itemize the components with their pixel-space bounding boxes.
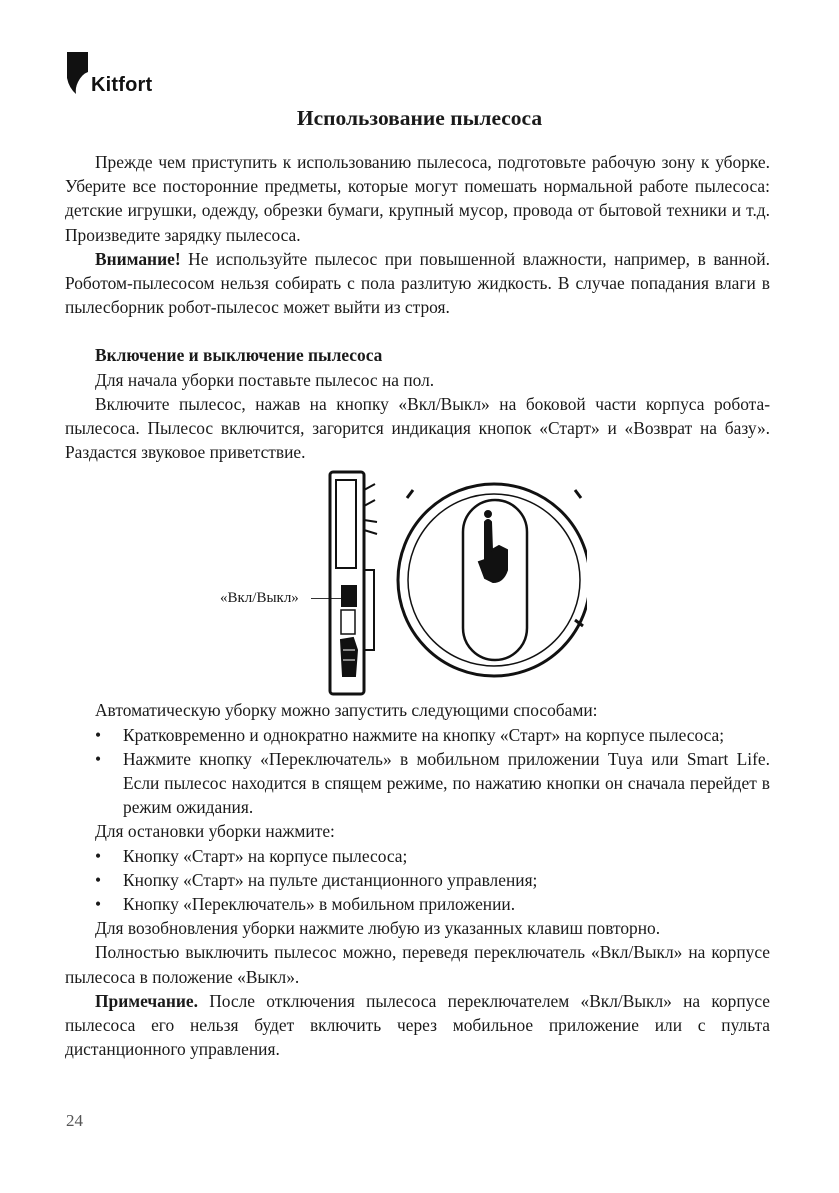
list-item: • Нажмите кнопку «Переключатель» в мобильном приложении Tuya или Smart Life. Если пылесос находится в спящем режиме, по нажатию кнопки он сначала перейдет в режим ожидания. (95, 748, 770, 818)
note-label: Примечание. (95, 990, 198, 1011)
bullet-icon: • (95, 724, 102, 745)
bullet-icon: • (95, 869, 102, 890)
page-title: Использование пылесоса (296, 106, 543, 130)
brand-name: Kitfort (91, 74, 153, 96)
main-content (65, 150, 770, 1061)
kitfort-logo-icon (66, 50, 90, 96)
warning-label: Внимание! (95, 248, 181, 269)
bullet-icon: • (95, 748, 102, 769)
note-text: После отключения пылесоса переключателем «Вкл/Выкл» на корпусе пылесоса его нельзя будет включить через мобильное приложение или с пульта дистанционного управления. (65, 990, 770, 1060)
section-paragraph-2: Включите пылесос, нажав на кнопку «Вкл/Выкл» на боковой части корпуса робота-пылесоса. Пылесос включится, загорится индикация кнопок «Старт» и «Возврат на базу». Раздастся звуковое приветствие. (65, 393, 770, 463)
off-paragraph: Полностью выключить пылесос можно, переведя переключатель «Вкл/Выкл» на корпусе пылесоса в положение «Выкл». (65, 942, 770, 987)
bullet-icon: • (95, 894, 102, 915)
stop-intro: Для остановки уборки нажмите: (95, 821, 335, 842)
list-item: • Кнопку «Старт» на корпусе пылесоса; (65, 844, 770, 868)
robot-vacuum-illustration (327, 470, 587, 696)
auto-intro: Автоматическую уборку можно запустить следующими способами: (95, 700, 598, 721)
list-item: • Кнопку «Переключатель» в мобильном приложении. (65, 892, 770, 916)
list-item: • Кратковременно и однократно нажмите на кнопку «Старт» на корпусе пылесоса; (65, 723, 770, 747)
note-paragraph (65, 989, 770, 1062)
bullet-icon: • (95, 845, 102, 866)
section-heading: Включение и выключение пылесоса (95, 345, 383, 366)
list-item: • Кнопку «Старт» на пульте дистанционного управления; (65, 868, 770, 892)
auto-list (65, 723, 770, 820)
page-number: 24 (66, 1111, 83, 1130)
intro-paragraph: Прежде чем приступить к использованию пылесоса, подготовьте рабочую зону к уборке. Уберите все посторонние предметы, которые могут помешать нормальной работе пылесоса: детские игрушки, одежду, обрезки бумаги, крупный мусор, провода от бытовой техники и т.д. Произведите зарядку пылесоса. (65, 152, 770, 245)
resume-paragraph: Для возобновления уборки нажмите любую из указанных клавиш повторно. (95, 918, 661, 939)
robot-side-view-icon (330, 472, 377, 694)
section-paragraph-1: Для начала уборки поставьте пылесос на пол. (95, 369, 435, 390)
robot-top-view-icon (398, 484, 587, 676)
vacuum-figure (65, 470, 770, 698)
stop-list (65, 844, 770, 917)
warning-text: Не используйте пылесос при повышенной влажности, например, в ванной. Роботом-пылесосом нельзя собирать с пола разлитую жидкость. В случае попадания влаги в пылесборник робот-пылесос может выйти из строя. (65, 248, 770, 318)
figure-label: «Вкл/Выкл» (220, 590, 299, 607)
brand-logo (66, 50, 186, 100)
warning-paragraph (65, 247, 770, 320)
